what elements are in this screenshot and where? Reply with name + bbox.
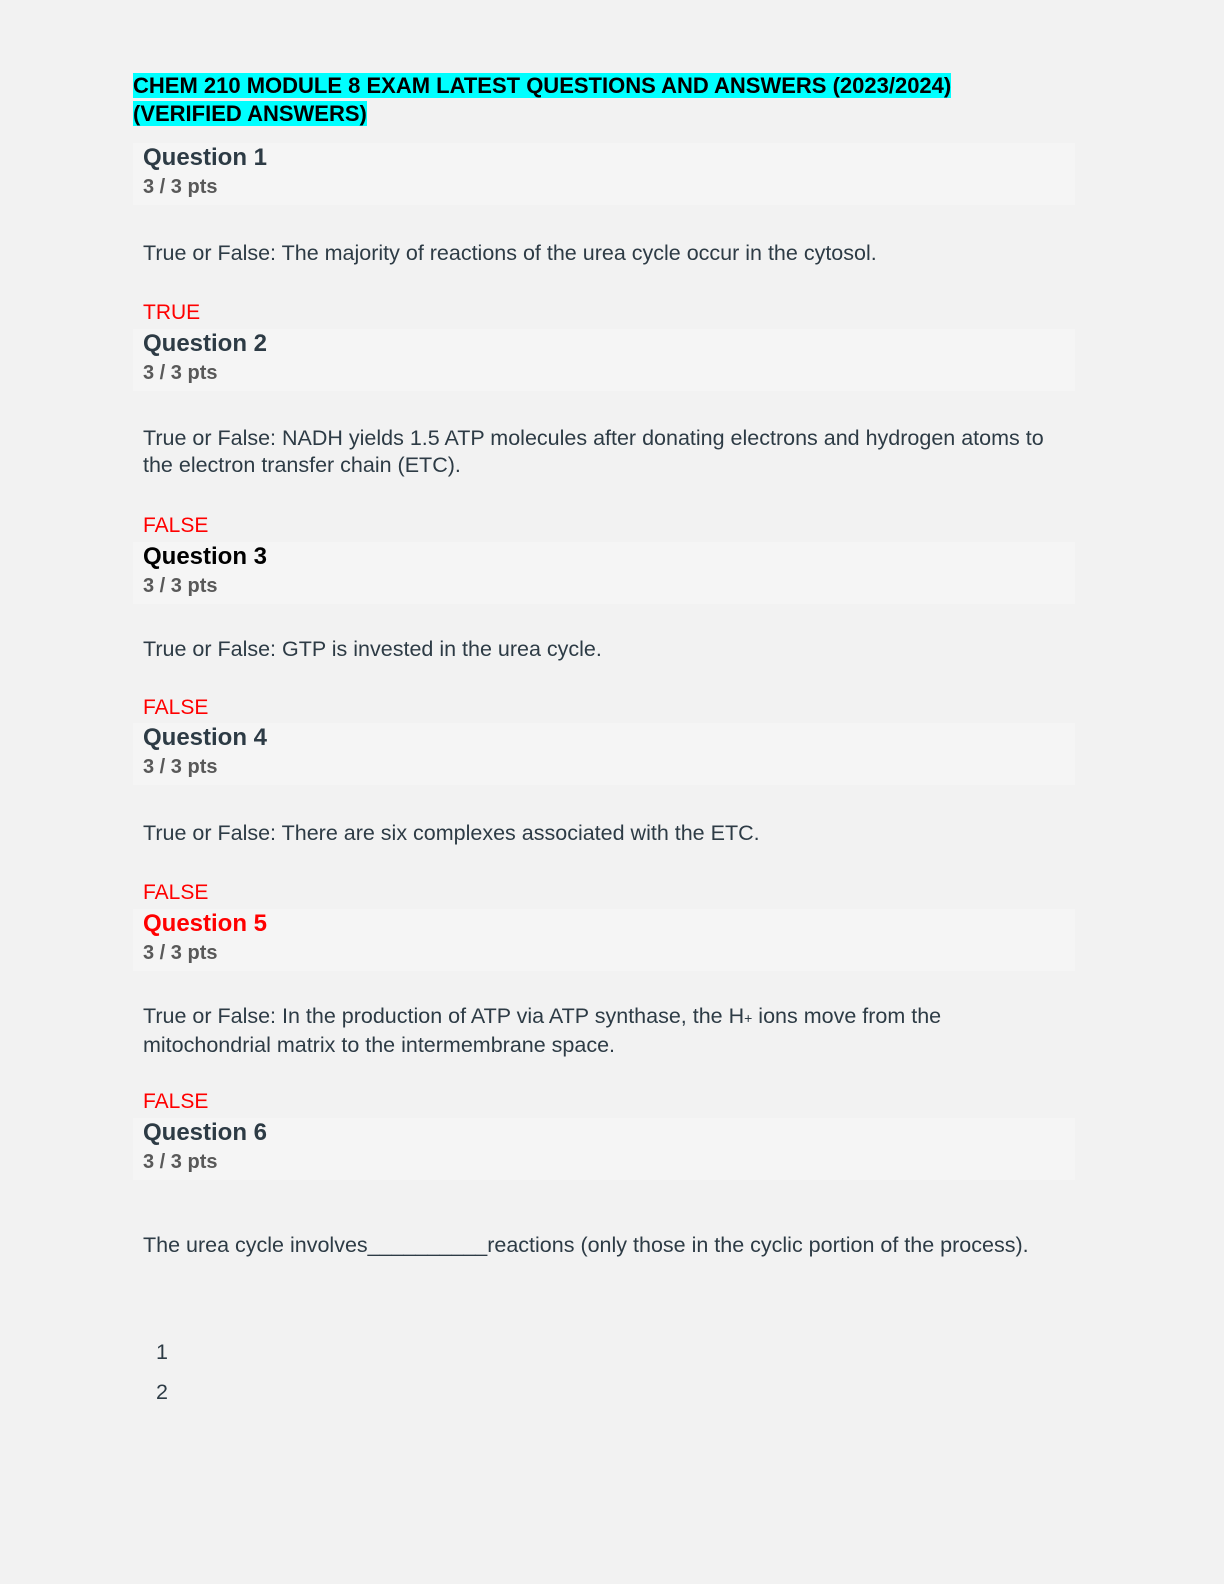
title-line-1: CHEM 210 MODULE 8 EXAM LATEST QUESTIONS AND ANSWERS (2023/2024) <box>133 73 952 98</box>
question-5-text-before: True or False: In the production of ATP via ATP synthase, the H <box>143 1004 745 1028</box>
question-5-answer: FALSE <box>143 1090 209 1113</box>
question-2-answer: FALSE <box>143 514 209 537</box>
question-6-title: Question 6 <box>143 1119 268 1146</box>
question-6-points: 3 / 3 pts <box>143 1151 218 1173</box>
question-1-title: Question 1 <box>143 144 268 171</box>
question-3-title: Question 3 <box>143 543 268 570</box>
question-4-points: 3 / 3 pts <box>143 756 218 778</box>
question-4-text: True or False: There are six complexes associated with the ETC. <box>143 821 760 845</box>
title-line-2: (VERIFIED ANSWERS) <box>133 101 367 126</box>
question-2-text: True or False: NADH yields 1.5 ATP molecules after donating electrons and hydrogen atoms to the electron transfer chain (ETC). <box>143 426 1044 477</box>
question-3-text: True or False: GTP is invested in the urea cycle. <box>143 637 602 661</box>
question-6-option-2: 2 <box>156 1380 168 1404</box>
question-5-text-subscript: + <box>744 1010 753 1026</box>
question-6-option-1: 1 <box>156 1340 168 1364</box>
question-6-header <box>133 1118 1075 1180</box>
question-2-points: 3 / 3 pts <box>143 362 218 384</box>
question-2-header <box>133 329 1075 391</box>
question-3-answer: FALSE <box>143 696 209 719</box>
question-4-header <box>133 723 1075 785</box>
question-5-title: Question 5 <box>143 910 268 937</box>
question-6-text: The urea cycle involves__________reactions (only those in the cyclic portion of the process). <box>143 1233 1029 1257</box>
question-5-text-after: ions move from the mitochondrial matrix to the intermembrane space. <box>143 1004 942 1057</box>
question-1-header <box>133 143 1075 205</box>
question-3-points: 3 / 3 pts <box>143 575 218 597</box>
question-5-text <box>143 1003 1073 1059</box>
question-1-answer: TRUE <box>143 301 201 324</box>
question-5-header <box>133 909 1075 971</box>
question-4-title: Question 4 <box>143 724 268 751</box>
question-1-points: 3 / 3 pts <box>143 176 218 198</box>
question-5-points: 3 / 3 pts <box>143 942 218 964</box>
question-3-header <box>133 542 1075 604</box>
document-title <box>133 72 1033 128</box>
question-4-answer: FALSE <box>143 881 209 904</box>
question-2-title: Question 2 <box>143 330 268 357</box>
question-1-text: True or False: The majority of reactions of the urea cycle occur in the cytosol. <box>143 241 877 265</box>
